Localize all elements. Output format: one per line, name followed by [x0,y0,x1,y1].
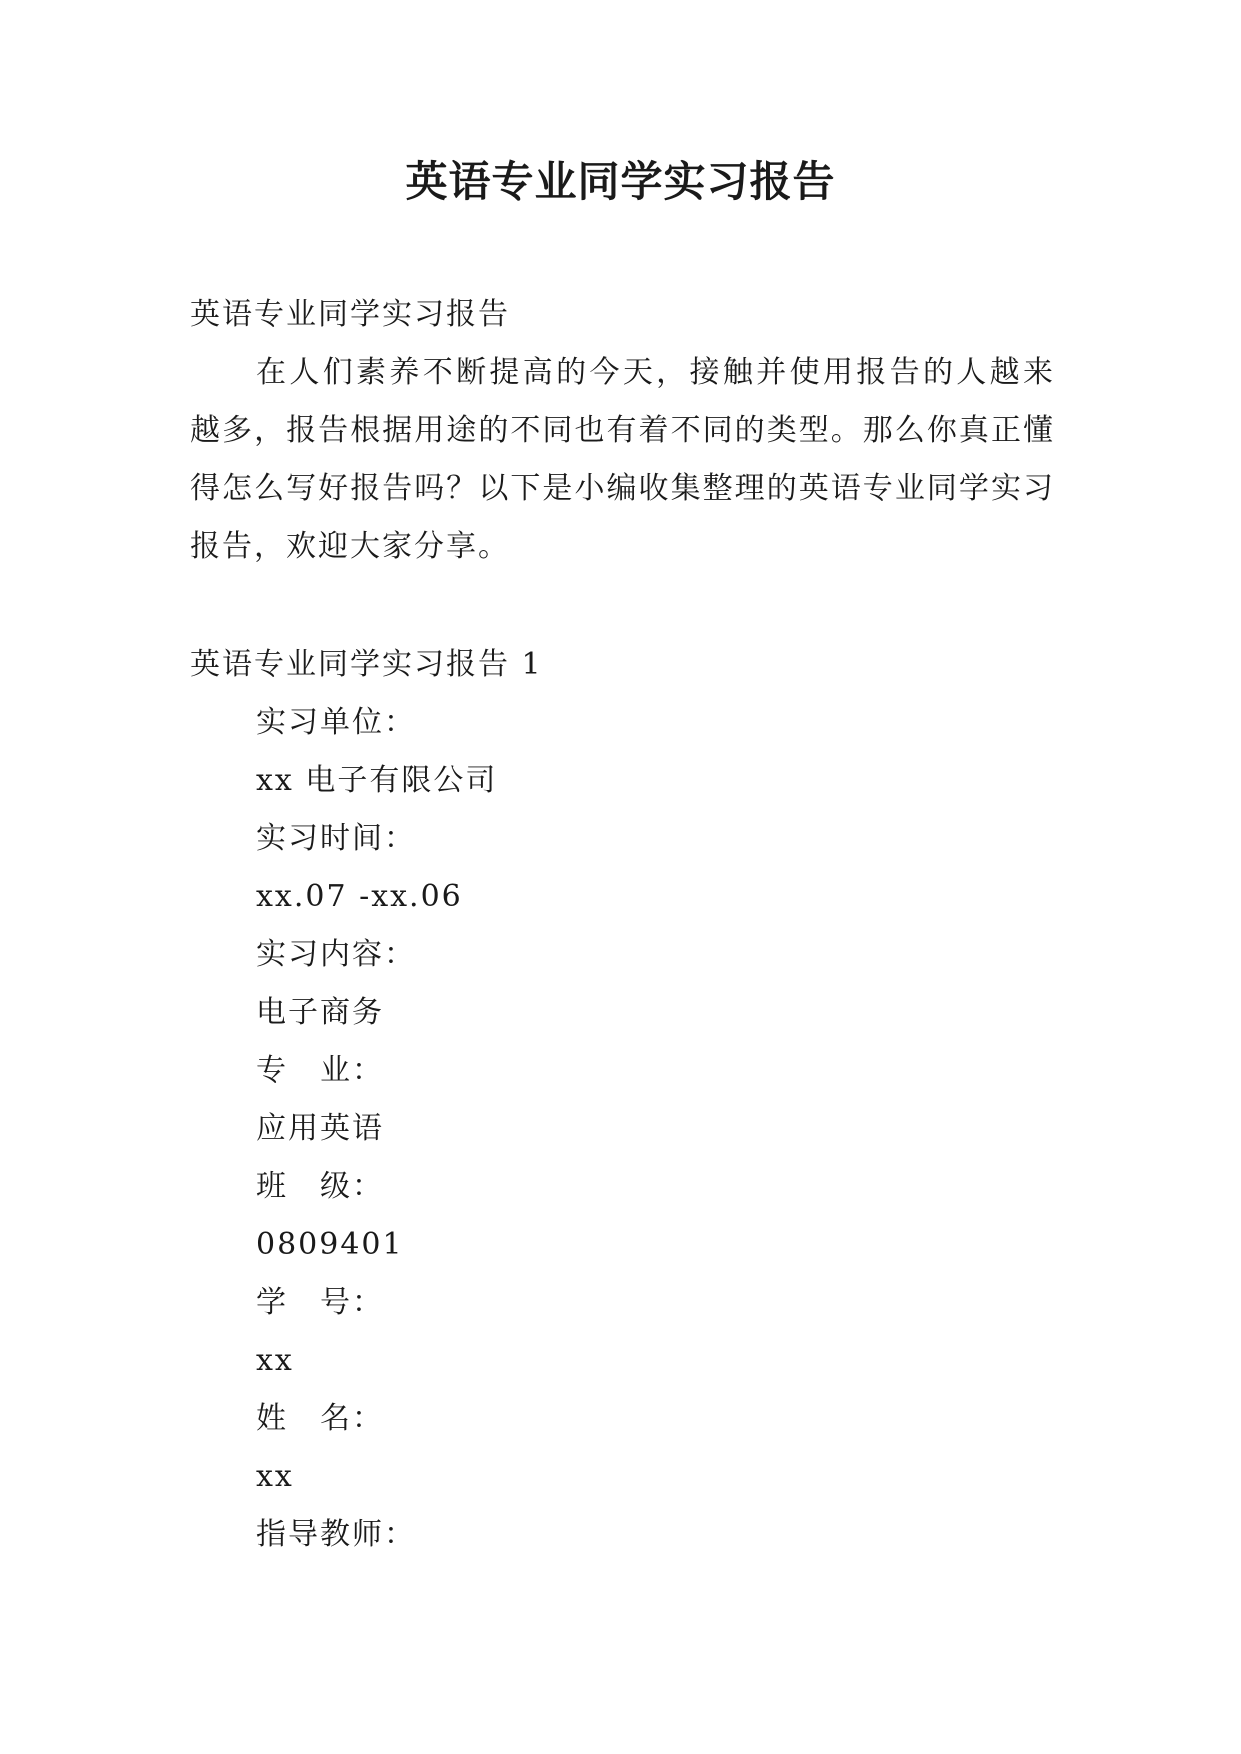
intro-paragraph: 在人们素养不断提高的今天，接触并使用报告的人越来越多，报告根据用途的不同也有着不同的类型。那么你真正懂得怎么写好报告吗？以下是小编收集整理的英语专业同学实习报告，欢迎大家分享。 [190,355,1055,564]
field-line-internship-time-label: 实习时间： [256,821,416,856]
field-line-internship-content-label: 实习内容： [256,937,416,972]
field-line-advisor-label: 指导教师： [256,1517,416,1552]
field-list [256,694,497,1564]
document-title: 英语专业同学实习报告 [405,157,836,206]
field-line-student-id-value: xx [256,1343,294,1378]
field-line-name-value: xx [256,1459,294,1494]
document-subtitle: 英语专业同学实习报告 [190,297,510,332]
section-heading: 英语专业同学实习报告 1 [190,647,543,682]
field-line-name-label: 姓 名： [256,1401,384,1436]
field-line-internship-time-value: xx.07 -xx.06 [256,879,463,914]
field-line-internship-content-value: 电子商务 [256,995,384,1030]
field-line-internship-unit-label: 实习单位： [256,705,416,740]
field-line-student-id-label: 学 号： [256,1285,384,1320]
field-line-class-value: 0809401 [256,1227,404,1262]
field-line-major-label: 专 业： [256,1053,384,1088]
field-line-major-value: 应用英语 [256,1111,384,1146]
field-line-internship-unit-value: xx 电子有限公司 [256,763,498,798]
field-line-class-label: 班 级： [256,1169,384,1204]
